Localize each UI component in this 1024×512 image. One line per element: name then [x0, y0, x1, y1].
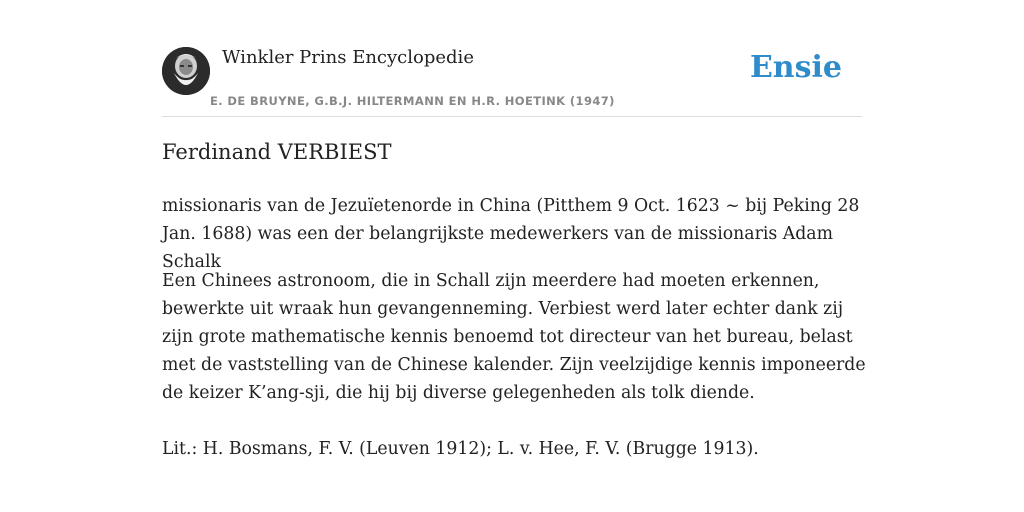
entry-definition: missionaris van de Jezuïetenorde in China (Pitthem 9 Oct. 1623 ~ bij Peking 28 Jan. 1688) was een der belangrijkste medewerkers van de missionaris Adam Schalk — [162, 196, 860, 272]
portrait-icon — [162, 47, 210, 95]
brand-logo[interactable]: Ensie — [749, 50, 842, 85]
source-authors: E. DE BRUYNE, G.B.J. HILTERMANN EN H.R. HOETINK (1947) — [210, 94, 615, 108]
entry-literature: Lit.: H. Bosmans, F. V. (Leuven 1912); L. v. Hee, F. V. (Brugge 1913). — [162, 439, 759, 459]
source-title[interactable]: Winkler Prins Encyclopedie — [222, 47, 474, 68]
entry-title: Ferdinand VERBIEST — [162, 140, 392, 164]
source-header — [162, 45, 862, 117]
author-avatar[interactable] — [162, 47, 210, 95]
page — [162, 0, 866, 512]
entry-body: Een Chinees astronoom, die in Schall zijn meerdere had moeten erkennen, bewerkte uit wraak hun gevangenneming. Verbiest werd later echter dank zij zijn grote mathematische kennis benoemd tot directeur van het bureau, belast met de vaststelling van de Chinese kalender. Zijn veelzijdige kennis imponeerde de keizer K’ang-sji, die hij bij diverse gelegenheden als tolk diende. — [162, 271, 866, 403]
